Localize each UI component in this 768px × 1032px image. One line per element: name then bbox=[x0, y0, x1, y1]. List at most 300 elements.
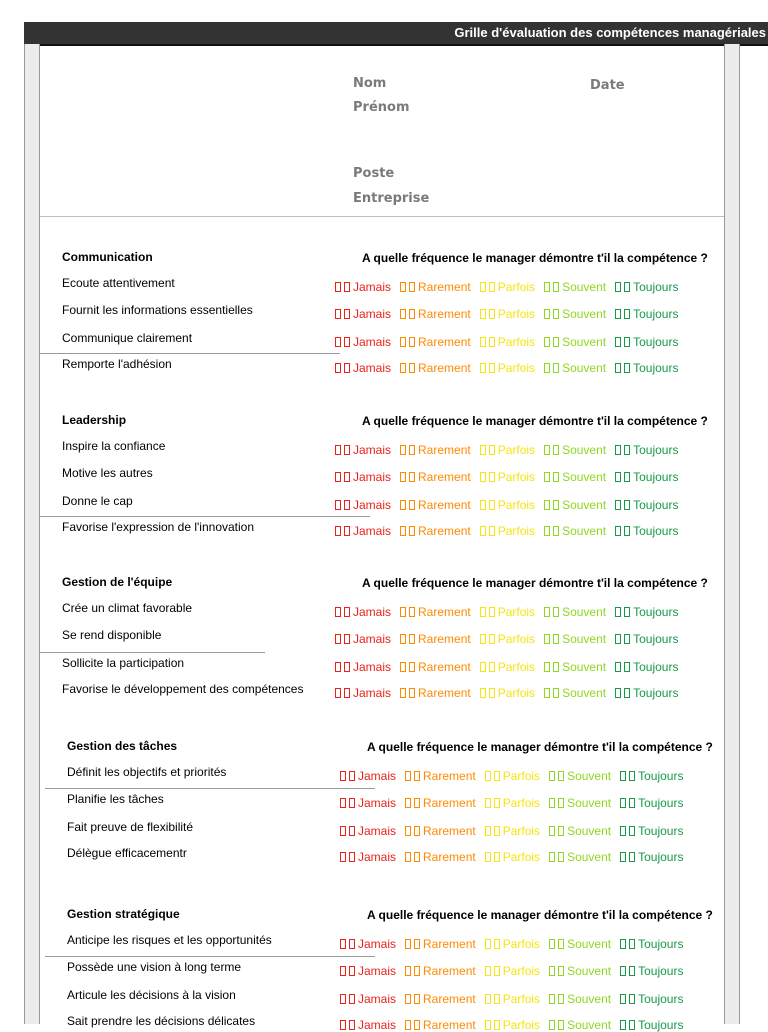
checkbox-icon[interactable] bbox=[409, 445, 415, 455]
rating-option-rarement[interactable] bbox=[400, 443, 471, 457]
rating-option-jamais[interactable] bbox=[335, 498, 391, 512]
rating-option-parfois[interactable] bbox=[485, 850, 540, 864]
rating-option-parfois[interactable] bbox=[480, 470, 535, 484]
checkbox-icon[interactable] bbox=[409, 472, 415, 482]
checkbox-icon[interactable] bbox=[349, 966, 355, 976]
checkbox-icon[interactable] bbox=[480, 445, 486, 455]
checkbox-icon[interactable] bbox=[489, 500, 495, 510]
rating-option-rarement[interactable] bbox=[400, 632, 471, 646]
rating-option-toujours[interactable] bbox=[615, 524, 678, 538]
checkbox-icon[interactable] bbox=[480, 662, 486, 672]
checkbox-icon[interactable] bbox=[494, 966, 500, 976]
rating-option-rarement[interactable] bbox=[400, 361, 471, 375]
checkbox-icon[interactable] bbox=[558, 852, 564, 862]
checkbox-icon[interactable] bbox=[620, 852, 626, 862]
checkbox-icon[interactable] bbox=[553, 500, 559, 510]
checkbox-icon[interactable] bbox=[335, 607, 341, 617]
checkbox-icon[interactable] bbox=[615, 634, 621, 644]
rating-option-jamais[interactable] bbox=[335, 605, 391, 619]
checkbox-icon[interactable] bbox=[549, 994, 555, 1004]
checkbox-icon[interactable] bbox=[344, 472, 350, 482]
rating-option-parfois[interactable] bbox=[480, 660, 535, 674]
checkbox-icon[interactable] bbox=[544, 607, 550, 617]
rating-option-parfois[interactable] bbox=[485, 964, 540, 978]
checkbox-icon[interactable] bbox=[494, 852, 500, 862]
checkbox-icon[interactable] bbox=[553, 607, 559, 617]
checkbox-icon[interactable] bbox=[615, 472, 621, 482]
checkbox-icon[interactable] bbox=[400, 634, 406, 644]
checkbox-icon[interactable] bbox=[494, 939, 500, 949]
rating-option-rarement[interactable] bbox=[400, 280, 471, 294]
checkbox-icon[interactable] bbox=[335, 363, 341, 373]
checkbox-icon[interactable] bbox=[489, 282, 495, 292]
checkbox-icon[interactable] bbox=[494, 826, 500, 836]
checkbox-icon[interactable] bbox=[553, 634, 559, 644]
checkbox-icon[interactable] bbox=[409, 688, 415, 698]
checkbox-icon[interactable] bbox=[494, 798, 500, 808]
checkbox-icon[interactable] bbox=[558, 966, 564, 976]
checkbox-icon[interactable] bbox=[624, 309, 630, 319]
checkbox-icon[interactable] bbox=[544, 337, 550, 347]
checkbox-icon[interactable] bbox=[344, 634, 350, 644]
checkbox-icon[interactable] bbox=[624, 526, 630, 536]
rating-option-souvent[interactable] bbox=[544, 361, 606, 375]
rating-option-parfois[interactable] bbox=[485, 992, 540, 1006]
rating-option-rarement[interactable] bbox=[405, 796, 476, 810]
checkbox-icon[interactable] bbox=[335, 634, 341, 644]
checkbox-icon[interactable] bbox=[615, 337, 621, 347]
rating-option-parfois[interactable] bbox=[480, 280, 535, 294]
checkbox-icon[interactable] bbox=[405, 798, 411, 808]
checkbox-icon[interactable] bbox=[480, 472, 486, 482]
checkbox-icon[interactable] bbox=[400, 500, 406, 510]
checkbox-icon[interactable] bbox=[349, 994, 355, 1004]
checkbox-icon[interactable] bbox=[544, 688, 550, 698]
checkbox-icon[interactable] bbox=[553, 337, 559, 347]
checkbox-icon[interactable] bbox=[405, 826, 411, 836]
checkbox-icon[interactable] bbox=[349, 939, 355, 949]
checkbox-icon[interactable] bbox=[335, 662, 341, 672]
rating-option-souvent[interactable] bbox=[549, 769, 611, 783]
rating-option-souvent[interactable] bbox=[544, 660, 606, 674]
rating-option-jamais[interactable] bbox=[335, 335, 391, 349]
checkbox-icon[interactable] bbox=[409, 282, 415, 292]
rating-option-parfois[interactable] bbox=[485, 937, 540, 951]
checkbox-icon[interactable] bbox=[494, 1020, 500, 1030]
checkbox-icon[interactable] bbox=[624, 445, 630, 455]
checkbox-icon[interactable] bbox=[558, 826, 564, 836]
checkbox-icon[interactable] bbox=[344, 688, 350, 698]
rating-option-toujours[interactable] bbox=[615, 632, 678, 646]
checkbox-icon[interactable] bbox=[414, 939, 420, 949]
checkbox-icon[interactable] bbox=[489, 309, 495, 319]
rating-option-parfois[interactable] bbox=[485, 796, 540, 810]
checkbox-icon[interactable] bbox=[489, 607, 495, 617]
rating-option-jamais[interactable] bbox=[340, 850, 396, 864]
checkbox-icon[interactable] bbox=[615, 282, 621, 292]
checkbox-icon[interactable] bbox=[544, 472, 550, 482]
checkbox-icon[interactable] bbox=[629, 826, 635, 836]
checkbox-icon[interactable] bbox=[558, 939, 564, 949]
rating-option-toujours[interactable] bbox=[620, 769, 683, 783]
checkbox-icon[interactable] bbox=[629, 798, 635, 808]
rating-option-souvent[interactable] bbox=[549, 824, 611, 838]
rating-option-parfois[interactable] bbox=[480, 686, 535, 700]
checkbox-icon[interactable] bbox=[624, 607, 630, 617]
checkbox-icon[interactable] bbox=[335, 526, 341, 536]
checkbox-icon[interactable] bbox=[349, 852, 355, 862]
checkbox-icon[interactable] bbox=[409, 634, 415, 644]
rating-option-parfois[interactable] bbox=[480, 498, 535, 512]
checkbox-icon[interactable] bbox=[344, 500, 350, 510]
checkbox-icon[interactable] bbox=[414, 826, 420, 836]
rating-option-toujours[interactable] bbox=[620, 824, 683, 838]
checkbox-icon[interactable] bbox=[629, 1020, 635, 1030]
rating-option-jamais[interactable] bbox=[340, 937, 396, 951]
rating-option-toujours[interactable] bbox=[615, 361, 678, 375]
checkbox-icon[interactable] bbox=[335, 337, 341, 347]
checkbox-icon[interactable] bbox=[485, 826, 491, 836]
checkbox-icon[interactable] bbox=[489, 526, 495, 536]
checkbox-icon[interactable] bbox=[615, 688, 621, 698]
rating-option-parfois[interactable] bbox=[480, 524, 535, 538]
rating-option-souvent[interactable] bbox=[544, 524, 606, 538]
checkbox-icon[interactable] bbox=[485, 966, 491, 976]
checkbox-icon[interactable] bbox=[558, 798, 564, 808]
checkbox-icon[interactable] bbox=[615, 445, 621, 455]
checkbox-icon[interactable] bbox=[480, 607, 486, 617]
rating-option-souvent[interactable] bbox=[544, 280, 606, 294]
rating-option-rarement[interactable] bbox=[400, 498, 471, 512]
checkbox-icon[interactable] bbox=[344, 607, 350, 617]
checkbox-icon[interactable] bbox=[489, 445, 495, 455]
rating-option-toujours[interactable] bbox=[620, 992, 683, 1006]
checkbox-icon[interactable] bbox=[624, 500, 630, 510]
checkbox-icon[interactable] bbox=[335, 309, 341, 319]
checkbox-icon[interactable] bbox=[400, 309, 406, 319]
checkbox-icon[interactable] bbox=[494, 994, 500, 1004]
checkbox-icon[interactable] bbox=[400, 363, 406, 373]
rating-option-rarement[interactable] bbox=[400, 660, 471, 674]
checkbox-icon[interactable] bbox=[553, 662, 559, 672]
checkbox-icon[interactable] bbox=[553, 526, 559, 536]
checkbox-icon[interactable] bbox=[620, 966, 626, 976]
checkbox-icon[interactable] bbox=[344, 337, 350, 347]
checkbox-icon[interactable] bbox=[544, 662, 550, 672]
checkbox-icon[interactable] bbox=[620, 771, 626, 781]
checkbox-icon[interactable] bbox=[409, 526, 415, 536]
checkbox-icon[interactable] bbox=[405, 966, 411, 976]
checkbox-icon[interactable] bbox=[629, 994, 635, 1004]
checkbox-icon[interactable] bbox=[549, 939, 555, 949]
rating-option-jamais[interactable] bbox=[335, 524, 391, 538]
rating-option-jamais[interactable] bbox=[335, 443, 391, 457]
rating-option-toujours[interactable] bbox=[615, 280, 678, 294]
checkbox-icon[interactable] bbox=[489, 363, 495, 373]
rating-option-souvent[interactable] bbox=[544, 686, 606, 700]
checkbox-icon[interactable] bbox=[409, 309, 415, 319]
checkbox-icon[interactable] bbox=[615, 662, 621, 672]
checkbox-icon[interactable] bbox=[340, 994, 346, 1004]
rating-option-toujours[interactable] bbox=[615, 660, 678, 674]
checkbox-icon[interactable] bbox=[414, 1020, 420, 1030]
rating-option-parfois[interactable] bbox=[480, 361, 535, 375]
checkbox-icon[interactable] bbox=[629, 939, 635, 949]
rating-option-souvent[interactable] bbox=[549, 796, 611, 810]
rating-option-souvent[interactable] bbox=[549, 964, 611, 978]
rating-option-toujours[interactable] bbox=[620, 937, 683, 951]
checkbox-icon[interactable] bbox=[414, 994, 420, 1004]
rating-option-rarement[interactable] bbox=[400, 686, 471, 700]
rating-option-rarement[interactable] bbox=[400, 307, 471, 321]
checkbox-icon[interactable] bbox=[553, 309, 559, 319]
checkbox-icon[interactable] bbox=[485, 852, 491, 862]
rating-option-jamais[interactable] bbox=[340, 824, 396, 838]
checkbox-icon[interactable] bbox=[335, 500, 341, 510]
checkbox-icon[interactable] bbox=[400, 472, 406, 482]
checkbox-icon[interactable] bbox=[400, 688, 406, 698]
checkbox-icon[interactable] bbox=[405, 852, 411, 862]
checkbox-icon[interactable] bbox=[544, 526, 550, 536]
checkbox-icon[interactable] bbox=[558, 994, 564, 1004]
checkbox-icon[interactable] bbox=[629, 966, 635, 976]
rating-option-parfois[interactable] bbox=[485, 769, 540, 783]
rating-option-jamais[interactable] bbox=[340, 992, 396, 1006]
rating-option-rarement[interactable] bbox=[405, 1018, 476, 1032]
checkbox-icon[interactable] bbox=[400, 662, 406, 672]
checkbox-icon[interactable] bbox=[485, 798, 491, 808]
checkbox-icon[interactable] bbox=[335, 282, 341, 292]
checkbox-icon[interactable] bbox=[414, 771, 420, 781]
checkbox-icon[interactable] bbox=[340, 939, 346, 949]
checkbox-icon[interactable] bbox=[615, 309, 621, 319]
checkbox-icon[interactable] bbox=[549, 826, 555, 836]
checkbox-icon[interactable] bbox=[624, 688, 630, 698]
checkbox-icon[interactable] bbox=[624, 282, 630, 292]
rating-option-souvent[interactable] bbox=[544, 443, 606, 457]
checkbox-icon[interactable] bbox=[553, 363, 559, 373]
rating-option-souvent[interactable] bbox=[544, 470, 606, 484]
rating-option-souvent[interactable] bbox=[544, 498, 606, 512]
checkbox-icon[interactable] bbox=[553, 445, 559, 455]
rating-option-toujours[interactable] bbox=[615, 686, 678, 700]
checkbox-icon[interactable] bbox=[414, 798, 420, 808]
rating-option-rarement[interactable] bbox=[405, 850, 476, 864]
checkbox-icon[interactable] bbox=[485, 994, 491, 1004]
checkbox-icon[interactable] bbox=[485, 771, 491, 781]
rating-option-toujours[interactable] bbox=[620, 964, 683, 978]
rating-option-jamais[interactable] bbox=[335, 686, 391, 700]
checkbox-icon[interactable] bbox=[414, 966, 420, 976]
checkbox-icon[interactable] bbox=[400, 445, 406, 455]
checkbox-icon[interactable] bbox=[620, 1020, 626, 1030]
rating-option-souvent[interactable] bbox=[544, 335, 606, 349]
checkbox-icon[interactable] bbox=[335, 445, 341, 455]
checkbox-icon[interactable] bbox=[409, 500, 415, 510]
checkbox-icon[interactable] bbox=[480, 337, 486, 347]
checkbox-icon[interactable] bbox=[624, 472, 630, 482]
rating-option-toujours[interactable] bbox=[620, 796, 683, 810]
checkbox-icon[interactable] bbox=[489, 634, 495, 644]
rating-option-souvent[interactable] bbox=[544, 632, 606, 646]
checkbox-icon[interactable] bbox=[629, 852, 635, 862]
rating-option-parfois[interactable] bbox=[485, 1018, 540, 1032]
checkbox-icon[interactable] bbox=[409, 363, 415, 373]
checkbox-icon[interactable] bbox=[549, 966, 555, 976]
checkbox-icon[interactable] bbox=[624, 662, 630, 672]
checkbox-icon[interactable] bbox=[349, 1020, 355, 1030]
checkbox-icon[interactable] bbox=[615, 607, 621, 617]
rating-option-jamais[interactable] bbox=[335, 470, 391, 484]
rating-option-toujours[interactable] bbox=[615, 443, 678, 457]
checkbox-icon[interactable] bbox=[405, 771, 411, 781]
checkbox-icon[interactable] bbox=[340, 771, 346, 781]
rating-option-parfois[interactable] bbox=[485, 824, 540, 838]
checkbox-icon[interactable] bbox=[480, 282, 486, 292]
checkbox-icon[interactable] bbox=[549, 798, 555, 808]
checkbox-icon[interactable] bbox=[485, 939, 491, 949]
checkbox-icon[interactable] bbox=[405, 994, 411, 1004]
checkbox-icon[interactable] bbox=[344, 445, 350, 455]
checkbox-icon[interactable] bbox=[558, 771, 564, 781]
rating-option-rarement[interactable] bbox=[405, 992, 476, 1006]
rating-option-toujours[interactable] bbox=[615, 335, 678, 349]
checkbox-icon[interactable] bbox=[344, 309, 350, 319]
checkbox-icon[interactable] bbox=[480, 634, 486, 644]
checkbox-icon[interactable] bbox=[340, 1020, 346, 1030]
checkbox-icon[interactable] bbox=[558, 1020, 564, 1030]
rating-option-souvent[interactable] bbox=[544, 605, 606, 619]
rating-option-rarement[interactable] bbox=[400, 335, 471, 349]
rating-option-toujours[interactable] bbox=[615, 498, 678, 512]
checkbox-icon[interactable] bbox=[624, 634, 630, 644]
checkbox-icon[interactable] bbox=[615, 363, 621, 373]
checkbox-icon[interactable] bbox=[405, 1020, 411, 1030]
checkbox-icon[interactable] bbox=[553, 282, 559, 292]
checkbox-icon[interactable] bbox=[400, 526, 406, 536]
checkbox-icon[interactable] bbox=[620, 939, 626, 949]
rating-option-jamais[interactable] bbox=[340, 964, 396, 978]
checkbox-icon[interactable] bbox=[544, 282, 550, 292]
checkbox-icon[interactable] bbox=[620, 826, 626, 836]
rating-option-rarement[interactable] bbox=[400, 524, 471, 538]
checkbox-icon[interactable] bbox=[400, 337, 406, 347]
checkbox-icon[interactable] bbox=[340, 798, 346, 808]
checkbox-icon[interactable] bbox=[400, 607, 406, 617]
checkbox-icon[interactable] bbox=[544, 445, 550, 455]
checkbox-icon[interactable] bbox=[549, 771, 555, 781]
rating-option-parfois[interactable] bbox=[480, 443, 535, 457]
rating-option-toujours[interactable] bbox=[620, 1018, 683, 1032]
rating-option-rarement[interactable] bbox=[400, 470, 471, 484]
rating-option-jamais[interactable] bbox=[340, 769, 396, 783]
rating-option-jamais[interactable] bbox=[335, 280, 391, 294]
checkbox-icon[interactable] bbox=[544, 363, 550, 373]
rating-option-parfois[interactable] bbox=[480, 605, 535, 619]
checkbox-icon[interactable] bbox=[489, 662, 495, 672]
checkbox-icon[interactable] bbox=[553, 472, 559, 482]
rating-option-jamais[interactable] bbox=[335, 307, 391, 321]
checkbox-icon[interactable] bbox=[349, 826, 355, 836]
checkbox-icon[interactable] bbox=[624, 337, 630, 347]
checkbox-icon[interactable] bbox=[480, 363, 486, 373]
rating-option-souvent[interactable] bbox=[544, 307, 606, 321]
checkbox-icon[interactable] bbox=[349, 798, 355, 808]
checkbox-icon[interactable] bbox=[624, 363, 630, 373]
checkbox-icon[interactable] bbox=[489, 472, 495, 482]
rating-option-jamais[interactable] bbox=[335, 361, 391, 375]
checkbox-icon[interactable] bbox=[400, 282, 406, 292]
rating-option-toujours[interactable] bbox=[620, 850, 683, 864]
rating-option-rarement[interactable] bbox=[405, 937, 476, 951]
rating-option-souvent[interactable] bbox=[549, 992, 611, 1006]
checkbox-icon[interactable] bbox=[409, 337, 415, 347]
checkbox-icon[interactable] bbox=[615, 526, 621, 536]
rating-option-parfois[interactable] bbox=[480, 307, 535, 321]
rating-option-jamais[interactable] bbox=[335, 632, 391, 646]
checkbox-icon[interactable] bbox=[414, 852, 420, 862]
rating-option-jamais[interactable] bbox=[340, 1018, 396, 1032]
rating-option-souvent[interactable] bbox=[549, 937, 611, 951]
checkbox-icon[interactable] bbox=[344, 363, 350, 373]
checkbox-icon[interactable] bbox=[544, 634, 550, 644]
checkbox-icon[interactable] bbox=[620, 798, 626, 808]
rating-option-souvent[interactable] bbox=[549, 850, 611, 864]
rating-option-rarement[interactable] bbox=[405, 824, 476, 838]
rating-option-rarement[interactable] bbox=[400, 605, 471, 619]
checkbox-icon[interactable] bbox=[409, 662, 415, 672]
checkbox-icon[interactable] bbox=[344, 526, 350, 536]
rating-option-parfois[interactable] bbox=[480, 335, 535, 349]
rating-option-toujours[interactable] bbox=[615, 307, 678, 321]
checkbox-icon[interactable] bbox=[489, 688, 495, 698]
checkbox-icon[interactable] bbox=[480, 688, 486, 698]
rating-option-souvent[interactable] bbox=[549, 1018, 611, 1032]
checkbox-icon[interactable] bbox=[340, 966, 346, 976]
checkbox-icon[interactable] bbox=[480, 500, 486, 510]
checkbox-icon[interactable] bbox=[544, 500, 550, 510]
checkbox-icon[interactable] bbox=[409, 607, 415, 617]
checkbox-icon[interactable] bbox=[549, 852, 555, 862]
checkbox-icon[interactable] bbox=[405, 939, 411, 949]
checkbox-icon[interactable] bbox=[340, 852, 346, 862]
rating-option-toujours[interactable] bbox=[615, 470, 678, 484]
rating-option-jamais[interactable] bbox=[340, 796, 396, 810]
checkbox-icon[interactable] bbox=[340, 826, 346, 836]
checkbox-icon[interactable] bbox=[489, 337, 495, 347]
checkbox-icon[interactable] bbox=[335, 472, 341, 482]
checkbox-icon[interactable] bbox=[615, 500, 621, 510]
checkbox-icon[interactable] bbox=[549, 1020, 555, 1030]
checkbox-icon[interactable] bbox=[344, 282, 350, 292]
checkbox-icon[interactable] bbox=[620, 994, 626, 1004]
rating-option-parfois[interactable] bbox=[480, 632, 535, 646]
checkbox-icon[interactable] bbox=[349, 771, 355, 781]
checkbox-icon[interactable] bbox=[335, 688, 341, 698]
checkbox-icon[interactable] bbox=[553, 688, 559, 698]
checkbox-icon[interactable] bbox=[480, 526, 486, 536]
checkbox-icon[interactable] bbox=[544, 309, 550, 319]
checkbox-icon[interactable] bbox=[485, 1020, 491, 1030]
checkbox-icon[interactable] bbox=[480, 309, 486, 319]
rating-option-toujours[interactable] bbox=[615, 605, 678, 619]
rating-option-rarement[interactable] bbox=[405, 769, 476, 783]
checkbox-icon[interactable] bbox=[344, 662, 350, 672]
checkbox-icon[interactable] bbox=[629, 771, 635, 781]
rating-option-jamais[interactable] bbox=[335, 660, 391, 674]
checkbox-icon[interactable] bbox=[494, 771, 500, 781]
rating-option-rarement[interactable] bbox=[405, 964, 476, 978]
